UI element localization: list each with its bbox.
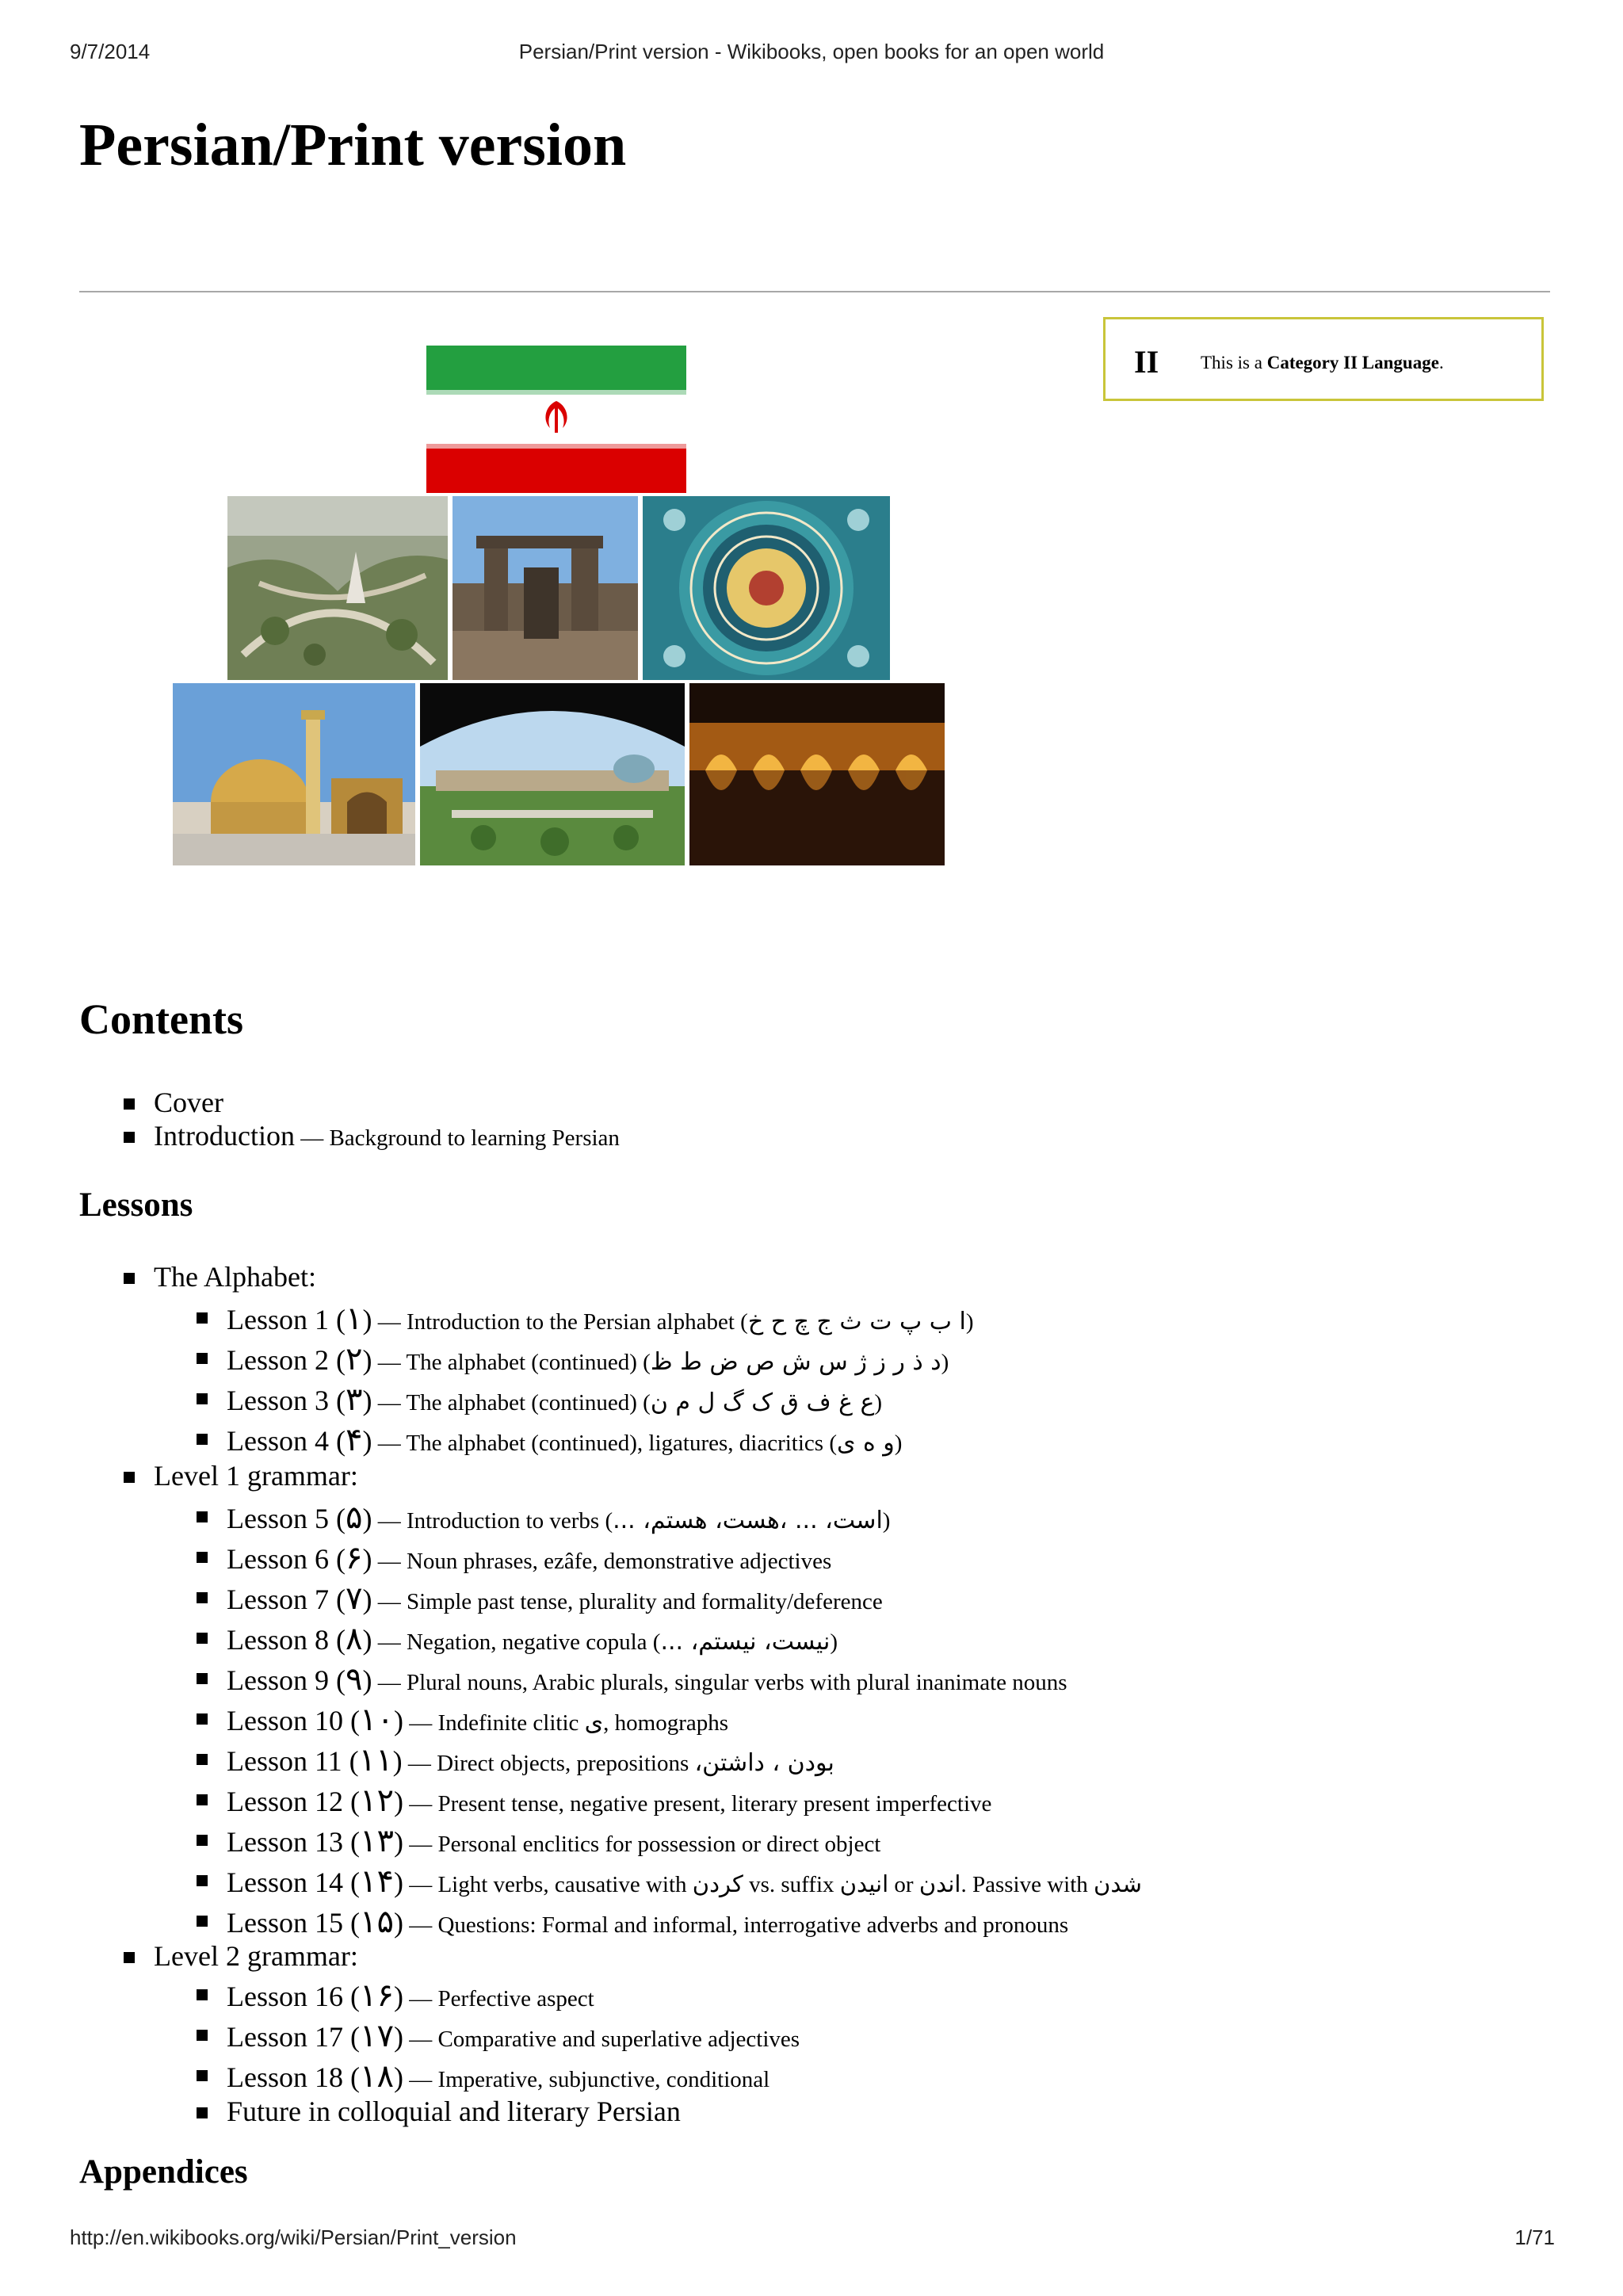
- bullet: [124, 1098, 135, 1110]
- lesson-paren: ): [393, 2061, 403, 2093]
- group-label: The Alphabet:: [154, 1261, 316, 1293]
- bullet: [124, 1472, 135, 1483]
- persian-text: نیست، نیستم، ...: [660, 1628, 831, 1656]
- lesson-number: ۴: [345, 1422, 363, 1457]
- lesson-tail: ): [874, 1390, 883, 1415]
- lesson-number: ٣: [345, 1381, 363, 1417]
- lesson-paren: ): [362, 1584, 372, 1615]
- cover-link[interactable]: Cover: [154, 1087, 223, 1118]
- bullet: [124, 1952, 135, 1963]
- lesson-desc: — Noun phrases, ezâfe, demonstrative adjectives: [372, 1549, 832, 1574]
- lesson-link[interactable]: Lesson 11 (: [227, 1745, 359, 1777]
- lesson-link[interactable]: Lesson 13 (: [227, 1826, 360, 1858]
- lesson-tail: ): [830, 1629, 838, 1655]
- bullet: [197, 2070, 208, 2081]
- lesson-5-item[interactable]: [227, 1499, 890, 1536]
- lesson-paren: ): [393, 1981, 403, 2012]
- lesson-desc: — Personal enclitics for possession or direct object: [403, 1832, 881, 1857]
- bullet: [197, 1511, 208, 1522]
- lesson-number: ١٠: [359, 1702, 394, 1737]
- group-label: Level 2 grammar:: [154, 1940, 358, 1972]
- lesson-number: ٧: [345, 1580, 363, 1616]
- bullet: [197, 2107, 208, 2118]
- print-page-number: 1/71: [1514, 2225, 1555, 2249]
- print-header-title: Persian/Print version - Wikibooks, open books for an open world: [518, 40, 1105, 63]
- bullet: [197, 1312, 208, 1324]
- lesson-number: ١: [345, 1301, 363, 1336]
- lesson-desc: — Simple past tense, plurality and formality/deference: [372, 1589, 883, 1614]
- lesson-number: ٩: [345, 1661, 363, 1697]
- bullet: [197, 1673, 208, 1684]
- lesson-paren: ): [393, 2021, 403, 2053]
- lesson-17-item[interactable]: [227, 2017, 800, 2054]
- lesson-tail: ): [965, 1309, 974, 1335]
- lesson-link[interactable]: Lesson 15 (: [227, 1907, 360, 1939]
- lesson-1-item[interactable]: [227, 1300, 974, 1337]
- lesson-link[interactable]: Lesson 7 (: [227, 1584, 346, 1615]
- lesson-link[interactable]: Lesson 5 (: [227, 1503, 346, 1534]
- lesson-paren: ): [362, 1425, 372, 1457]
- bullet: [197, 1754, 208, 1765]
- mosaic-dome-image[interactable]: [643, 496, 890, 680]
- persian-text: بودن ، داشتن،: [694, 1749, 834, 1777]
- bullet: [197, 1916, 208, 1927]
- print-date: 9/7/2014: [70, 40, 151, 63]
- future-link[interactable]: Future in colloquial and literary Persian: [227, 2095, 681, 2127]
- bullet: [197, 1552, 208, 1563]
- title-divider: [79, 291, 1550, 292]
- bullet: [197, 1592, 208, 1603]
- naqsh-e-jahan-square-image[interactable]: [420, 683, 685, 865]
- lesson-7-item[interactable]: [227, 1580, 883, 1617]
- lesson-paren: ): [362, 1385, 372, 1416]
- si-o-se-pol-bridge-image[interactable]: [689, 683, 945, 865]
- bullet: [197, 1875, 208, 1886]
- lesson-paren: ): [362, 1344, 372, 1376]
- lesson-number: ١٣: [359, 1823, 394, 1859]
- lesson-tail: ): [894, 1431, 903, 1456]
- page-title: Persian/Print version: [79, 112, 627, 178]
- group-level-2: [154, 1939, 358, 1973]
- appendices-heading: Appendices: [79, 2153, 248, 2191]
- lesson-number: ٨: [345, 1621, 363, 1656]
- lesson-paren: ): [393, 1907, 403, 1939]
- bullet: [197, 1393, 208, 1404]
- lesson-15-item[interactable]: [227, 1903, 1068, 1940]
- persian-letters: ع غ ف ق ک گ ل م ن: [650, 1389, 875, 1416]
- category-numeral: II: [1134, 344, 1159, 380]
- persian-text: است، ... ،هست، هستم، ...: [613, 1507, 883, 1534]
- lesson-paren: ): [393, 1786, 403, 1817]
- lesson-link[interactable]: Lesson 10 (: [227, 1705, 360, 1736]
- lesson-10-item[interactable]: [227, 1701, 728, 1738]
- list-item-cover: [154, 1086, 223, 1119]
- persepolis-image[interactable]: [453, 496, 638, 680]
- category-prefix: This is a: [1201, 353, 1267, 372]
- lesson-paren: ): [393, 1866, 403, 1898]
- lesson-number: ١٧: [359, 2018, 394, 2053]
- lesson-link[interactable]: Lesson 1 (: [227, 1304, 346, 1335]
- lesson-desc: — Plural nouns, Arabic plurals, singular verbs with plural inanimate nouns: [372, 1670, 1067, 1695]
- lesson-number: ١١: [358, 1742, 393, 1778]
- lesson-3-item[interactable]: [227, 1381, 882, 1418]
- bullet: [197, 2030, 208, 2041]
- lesson-paren: ): [362, 1304, 372, 1335]
- lesson-paren: ): [362, 1503, 372, 1534]
- lesson-desc: — Perfective aspect: [403, 1986, 594, 2011]
- lessons-heading: Lessons: [79, 1186, 193, 1224]
- lesson-link[interactable]: Lesson 6 (: [227, 1543, 346, 1575]
- group-level-1: [154, 1459, 358, 1492]
- lesson-18-item[interactable]: [227, 2057, 769, 2095]
- lesson-paren: ): [362, 1664, 372, 1696]
- lesson-link[interactable]: Lesson 9 (: [227, 1664, 346, 1696]
- lesson-number: ١۶: [359, 1977, 394, 2013]
- lesson-desc: — Direct objects, prepositions: [402, 1751, 695, 1776]
- bullet: [197, 1713, 208, 1725]
- category-suffix: .: [1438, 353, 1444, 372]
- azadi-tower-image[interactable]: [227, 496, 448, 680]
- lesson-link[interactable]: Lesson 4 (: [227, 1425, 346, 1457]
- lesson-desc: — Questions: Formal and informal, interrogative adverbs and pronouns: [403, 1912, 1069, 1938]
- lesson-number: ١۵: [359, 1904, 394, 1939]
- print-footer-url: http://en.wikibooks.org/wiki/Persian/Print_version: [70, 2225, 517, 2249]
- lesson-paren: ): [393, 1826, 403, 1858]
- lesson-14-item[interactable]: [227, 1862, 1142, 1900]
- category-box: [1103, 317, 1544, 401]
- lesson-link[interactable]: Lesson 14 (: [227, 1866, 360, 1898]
- imam-reza-shrine-image[interactable]: [173, 683, 415, 865]
- bullet: [197, 1353, 208, 1364]
- contents-heading: Contents: [79, 995, 244, 1043]
- lesson-number: ۶: [345, 1540, 363, 1576]
- future-item[interactable]: [227, 2095, 681, 2128]
- flag-of-iran-image[interactable]: [426, 346, 686, 493]
- lesson-paren: ): [392, 1745, 403, 1777]
- persian-letters: د ذ ر ز ژ س ش ص ض ط ظ: [650, 1348, 941, 1376]
- introduction-desc: — Background to learning Persian: [294, 1125, 620, 1151]
- lesson-tail: ): [941, 1350, 949, 1375]
- lesson-6-item[interactable]: [227, 1539, 831, 1576]
- introduction-link[interactable]: Introduction: [154, 1120, 295, 1152]
- persian-letters: ا ب پ ت ث ج چ ح خ: [747, 1308, 966, 1335]
- persian-text: ی: [584, 1709, 604, 1736]
- lesson-desc: — Negation, negative copula (: [372, 1629, 661, 1655]
- lesson-12-item[interactable]: [227, 1782, 991, 1819]
- lesson-desc: — Present tense, negative present, literary present imperfective: [403, 1791, 992, 1817]
- category-text: [1201, 353, 1444, 373]
- group-alphabet: [154, 1260, 316, 1293]
- bullet: [124, 1273, 135, 1284]
- lesson-link[interactable]: Lesson 16 (: [227, 1981, 360, 2012]
- lesson-13-item[interactable]: [227, 1822, 880, 1859]
- lesson-16-item[interactable]: [227, 1977, 594, 2014]
- lesson-desc: — Imperative, subjunctive, conditional: [403, 2067, 770, 2092]
- lesson-number: ١٢: [359, 1782, 394, 1818]
- lesson-paren: ): [362, 1624, 372, 1656]
- bullet: [197, 1835, 208, 1846]
- lesson-paren: ): [393, 1705, 403, 1736]
- bullet: [197, 1434, 208, 1445]
- bullet: [197, 1633, 208, 1644]
- lesson-desc: — The alphabet (continued) (: [372, 1350, 651, 1375]
- lesson-number: ١٨: [359, 2058, 394, 2094]
- lesson-number: ٢: [345, 1341, 363, 1377]
- lesson-link[interactable]: Lesson 12 (: [227, 1786, 360, 1817]
- bullet: [197, 1794, 208, 1805]
- lesson-number: ١۴: [359, 1863, 394, 1899]
- lesson-desc: — Indefinite clitic: [403, 1710, 585, 1736]
- lesson-tail: ): [882, 1508, 891, 1534]
- lesson-desc: — The alphabet (continued), ligatures, diacritics (: [372, 1431, 837, 1456]
- lesson-paren: ): [362, 1543, 372, 1575]
- lesson-11-item[interactable]: [227, 1741, 834, 1778]
- lesson-desc: — Introduction to verbs (: [372, 1508, 613, 1534]
- lesson-tail: , homographs: [603, 1710, 729, 1736]
- lesson-number: ۵: [345, 1499, 363, 1535]
- lesson-link[interactable]: Lesson 2 (: [227, 1344, 346, 1376]
- lesson-link[interactable]: Lesson 18 (: [227, 2061, 360, 2093]
- lesson-8-item[interactable]: [227, 1620, 838, 1657]
- category-link[interactable]: Category II Language: [1266, 353, 1439, 372]
- lesson-4-item[interactable]: [227, 1421, 902, 1458]
- lesson-link[interactable]: Lesson 17 (: [227, 2021, 360, 2053]
- lesson-link[interactable]: Lesson 8 (: [227, 1624, 346, 1656]
- persian-letters: و ه ی: [836, 1429, 895, 1457]
- bullet: [124, 1132, 135, 1143]
- lesson-desc: — Introduction to the Persian alphabet (: [372, 1309, 748, 1335]
- lesson-desc: — Comparative and superlative adjectives: [403, 2027, 800, 2052]
- lesson-2-item[interactable]: [227, 1340, 949, 1377]
- lesson-desc: — The alphabet (continued) (: [372, 1390, 651, 1415]
- lesson-desc: — Light verbs, causative with کردن vs. suffix انیدن or اندن. Passive with شدن: [403, 1872, 1142, 1897]
- lesson-9-item[interactable]: [227, 1660, 1067, 1698]
- bullet: [197, 1989, 208, 2000]
- lesson-link[interactable]: Lesson 3 (: [227, 1385, 346, 1416]
- group-label: Level 1 grammar:: [154, 1460, 358, 1492]
- list-item-introduction: [154, 1119, 620, 1152]
